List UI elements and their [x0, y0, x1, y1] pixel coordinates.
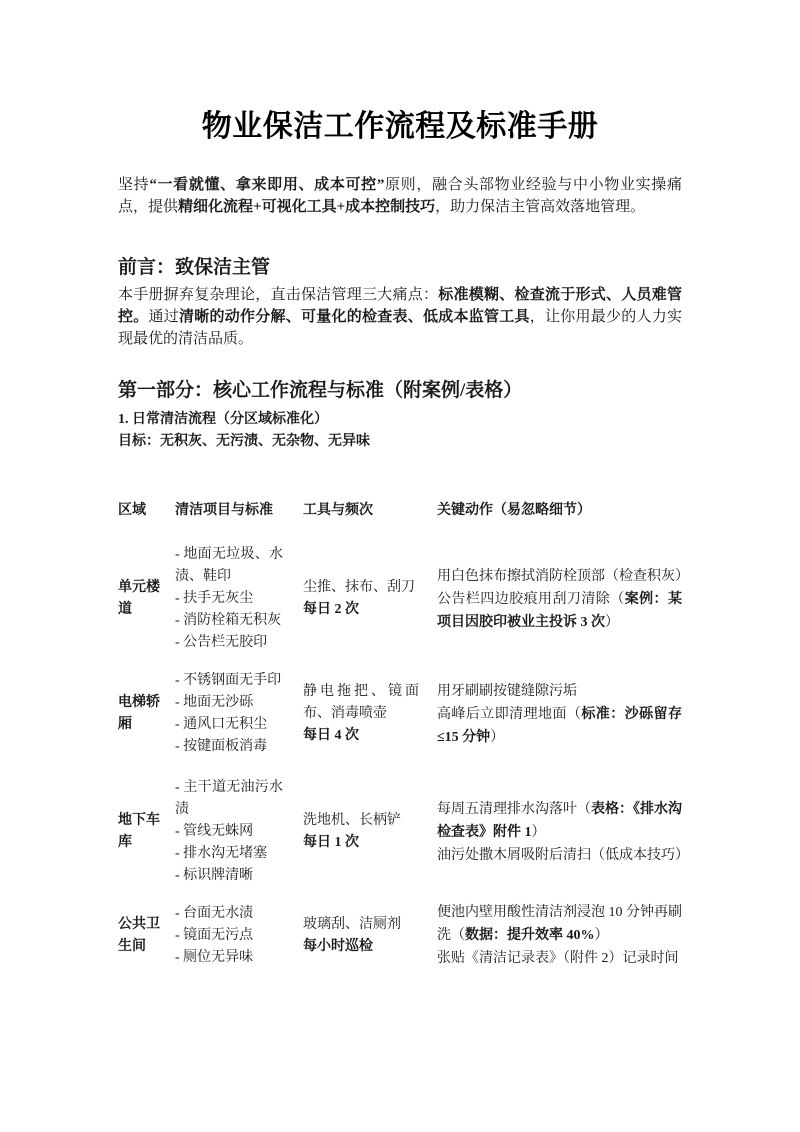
text-run: 通过 [148, 309, 179, 325]
row-key-actions [437, 798, 689, 867]
row-frequency: 每日 2 次 [303, 602, 359, 617]
section1-subheading: 1. 日常清洁流程（分区域标准化） [118, 412, 328, 427]
column-header-actions: 关键动作（易忽略细节） [437, 503, 591, 518]
bold-text-run: 表格：《排水沟检查表》附件 1 [437, 801, 682, 840]
row-frequency: 每日 4 次 [303, 728, 359, 743]
checklist-item: - 台面无水渍 [175, 905, 254, 921]
key-action-line [437, 703, 682, 749]
text-run: 高峰后立即清理地面（ [437, 706, 582, 722]
text-run: ） [490, 729, 505, 745]
bold-text-run: 标准模糊、检查流于形式、人员难管控。 [118, 287, 682, 325]
preface-heading: 前言：致保洁主管 [118, 257, 271, 278]
table-row [118, 777, 689, 887]
bold-text-run: 标准：沙砾留存≤15 分钟 [437, 706, 682, 745]
table-row [118, 544, 689, 654]
checklist-item: - 地面无垃圾、水渍、鞋印 [175, 547, 283, 584]
text-run: 本手册摒弃复杂理论，直击保洁管理三大痛点： [118, 287, 439, 303]
key-action-line [437, 565, 689, 588]
text-run: 公告栏四边胶痕用刮刀清除（ [437, 591, 625, 607]
key-action-line [437, 844, 689, 867]
text-run: 张贴《清洁记录表》（附件 2）记录时间 [437, 951, 679, 966]
row-area-label: 公共卫生间 [118, 916, 160, 954]
checklist-item: - 镜面无污点 [175, 927, 254, 943]
preface-paragraph [118, 284, 682, 350]
column-header-tools: 工具与频次 [303, 503, 373, 518]
text-run: ） [531, 824, 546, 840]
text-run: 用白色抹布擦拭消防栓顶部（检查积灰） [437, 568, 689, 584]
text-run: ，助力保洁主管高效落地管理。 [435, 199, 646, 215]
text-run: ） [594, 928, 609, 943]
row-item-list [175, 544, 303, 654]
document-title: 物业保洁工作流程及标准手册 [201, 110, 599, 143]
row-item-list [175, 903, 303, 969]
table-row [118, 670, 682, 758]
row-tools-cell [303, 681, 437, 747]
row-tools-cell [303, 577, 437, 621]
checklist-item: - 主干道无油污水渍 [175, 780, 283, 817]
cleaning-standards-table [118, 499, 689, 970]
checklist-item: - 按键面板消毒 [175, 739, 268, 754]
text-run: 便池内壁用酸性清洁剂浸泡 10 分钟再刷洗（ [437, 905, 682, 943]
checklist-item: - 公告栏无胶印 [175, 635, 268, 650]
key-action-line [437, 588, 682, 634]
text-run: ，让你用最少的人力实现最优的清洁品质。 [118, 309, 682, 347]
column-header-area: 区域 [118, 503, 146, 518]
checklist-item: - 通风口无积尘 [175, 717, 268, 732]
checklist-item: - 管线无蛛网 [175, 824, 254, 839]
bold-text-run: 精细化流程+可视化工具+成本控制技巧 [178, 199, 436, 215]
bold-text-run: 数据：提升效率 40% [465, 928, 595, 943]
section1-goal: 目标：无积灰、无污渍、无杂物、无异味 [118, 434, 370, 449]
checklist-item: - 不锈钢面无手印 [175, 673, 282, 688]
checklist-item: - 厕位无异味 [175, 949, 254, 965]
key-action-line [437, 798, 682, 844]
key-action-line [437, 947, 682, 970]
row-item-list [175, 777, 303, 887]
row-tools-text: 尘推、抹布、刮刀 [303, 580, 415, 595]
row-tools-text: 静电拖把、镜面布、消毒喷壶 [303, 684, 419, 721]
table-header-row [118, 499, 682, 523]
table-row [118, 901, 682, 970]
row-item-list [175, 670, 303, 758]
key-action-line [437, 901, 682, 947]
row-key-actions [437, 565, 689, 634]
checklist-item: - 消防栓箱无积灰 [175, 613, 282, 628]
row-key-actions [437, 901, 682, 970]
row-area-label: 地下车库 [118, 813, 160, 850]
row-tools-text: 洗地机、长柄铲 [303, 813, 401, 828]
text-run: 原则，融合头部物业经验与中小物业实操痛点，提供 [118, 177, 682, 215]
text-run: 用牙刷刷按键缝隙污垢 [437, 683, 577, 699]
column-header-items: 清洁项目与标准 [175, 503, 273, 518]
text-run: ） [605, 614, 619, 630]
checklist-item: - 标识牌清晰 [175, 868, 254, 883]
key-action-line [437, 680, 682, 703]
bold-text-run: 案例：某项目因胶印被业主投诉 3 次 [437, 591, 682, 630]
row-area-label: 单元楼道 [118, 580, 160, 617]
checklist-item: - 地面无沙砾 [175, 695, 254, 710]
row-tools-text: 玻璃刮、洁厕剂 [303, 916, 401, 932]
text-run: 油污处撒木屑吸附后清扫（低成本技巧） [437, 847, 689, 863]
row-key-actions [437, 680, 682, 749]
checklist-item: - 扶手无灰尘 [175, 591, 254, 606]
text-run: 坚持 [118, 177, 150, 193]
text-run: 每周五清理排水沟落叶（ [437, 801, 591, 817]
bold-text-run: 清晰的动作分解、可量化的检查表、低成本监管工具 [179, 309, 530, 325]
row-frequency: 每日 1 次 [303, 835, 359, 850]
intro-paragraph [118, 174, 682, 218]
row-tools-cell [303, 914, 437, 958]
bold-text-run: “一看就懂、拿来即用、成本可控” [149, 177, 385, 193]
row-frequency: 每小时巡检 [303, 938, 373, 954]
row-tools-cell [303, 810, 437, 854]
checklist-item: - 排水沟无堵塞 [175, 846, 268, 861]
section1-heading: 第一部分：核心工作流程与标准（附案例/表格） [118, 380, 523, 401]
row-area-label: 电梯轿厢 [118, 695, 160, 732]
